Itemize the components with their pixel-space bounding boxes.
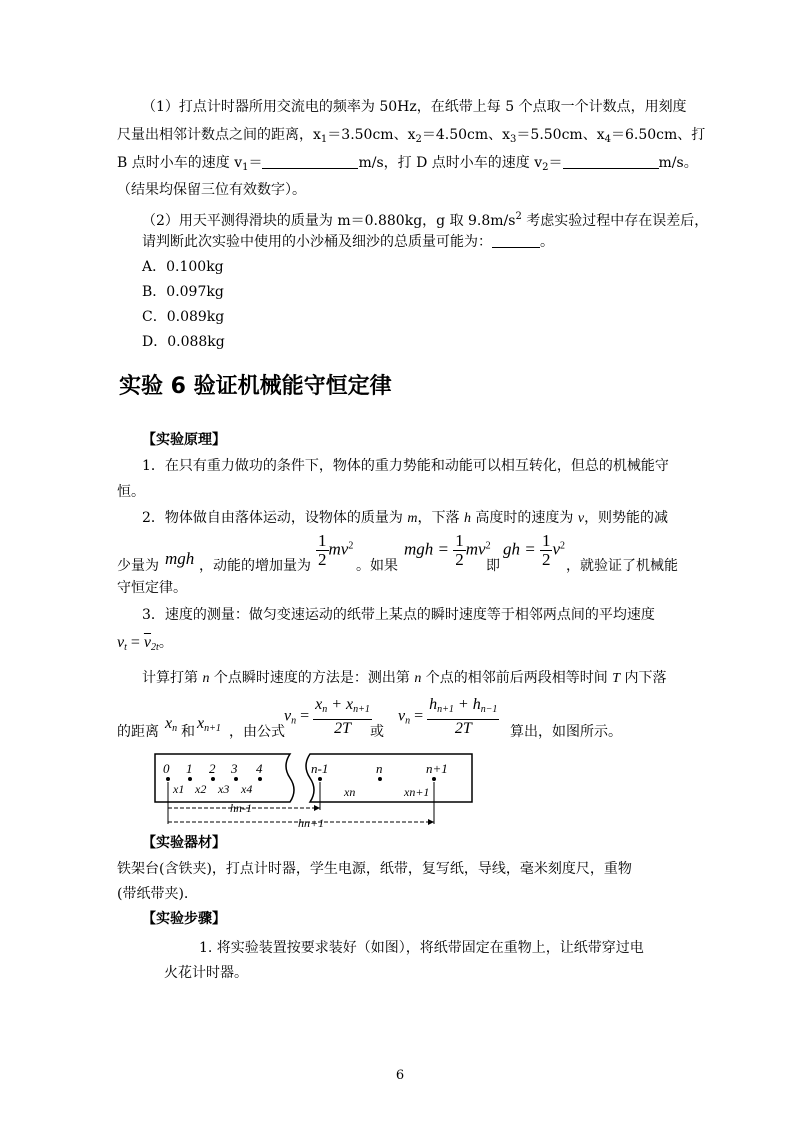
principle-p2-line2-c: 。如果	[356, 558, 398, 574]
formula-gh-eq: gh = $\frac{1}{2}$ $v^2$	[503, 531, 566, 569]
part2-line2: 请判断此次实验中使用的小沙桶及细沙的总质量可能为： 。	[142, 234, 554, 250]
dot-3	[234, 777, 238, 781]
principle-p4-line2-d: 或	[370, 724, 384, 740]
option-b[interactable]: B．0.097kg	[142, 284, 224, 300]
part1-line4: （结果均保留三位有效数字）。	[117, 182, 306, 198]
materials-heading: 【实验器材】	[142, 835, 226, 851]
principle-p2-line2-d: 即	[486, 558, 500, 574]
principle-p1-line2: 恒。	[117, 484, 145, 500]
principle-p3-line1: 3．速度的测量：做匀变速运动的纸带上某点的瞬时速度等于相邻两点间的平均速度	[142, 607, 655, 623]
point-label-2: 2	[209, 761, 216, 776]
formula-vn-h: $v_n$ = $\frac{h_{n+1} + h_{n-1}}{2T}$	[398, 696, 498, 737]
principle-p4-line2-e: 算出，如图所示。	[510, 724, 622, 740]
tape-diagram	[150, 752, 490, 832]
part1-line3: B 点时小车的速度 $v_1= m/s$，打 D 点时小车的速度 $v_2= m/s$。	[117, 155, 698, 173]
option-c[interactable]: C．0.089kg	[142, 309, 225, 325]
principle-p4-line2-c: ，由公式	[229, 724, 285, 740]
point-label-n+1: n+1	[426, 761, 448, 776]
point-label-3: 3	[231, 761, 238, 776]
materials-line2: (带纸带夹).	[117, 886, 189, 902]
segment-label-x2: x2	[195, 782, 207, 796]
point-label-0: 0	[163, 761, 170, 776]
option-d[interactable]: D．0.088kg	[142, 334, 225, 350]
segment-label-x1: x1	[173, 782, 185, 796]
point-label-1: 1	[186, 761, 193, 776]
segment-label-xn: xn	[344, 785, 356, 799]
formula-xn1: $x_{n+1}$	[197, 715, 221, 734]
steps-item1-line1: 1. 将实验装置按要求装好（如图），将纸带固定在重物上，让纸带穿过电	[199, 940, 644, 956]
materials-line1: 铁架台(含铁夹)，打点计时器，学生电源，纸带，复写纸，导线，毫米刻度尺，重物	[117, 861, 632, 877]
part1-line1: （1）打点计时器所用交流电的频率为 50Hz，在纸带上每 5 个点取一个计数点，用刻度	[142, 99, 687, 115]
principle-p2-line1: 2．物体做自由落体运动，设物体的质量为 m，下落 h 高度时的速度为 v，则势能的减	[142, 510, 669, 526]
segment-label-x4: x4	[241, 782, 253, 796]
principle-p2-line2-a: 少量为	[117, 558, 159, 574]
segment-label-x3: x3	[218, 782, 230, 796]
part1-line2: 尺量出相邻计数点之间的距离，$x_1=3.50cm$、$x_2=4.50cm$、$x_3=5.50cm$、$x_4=6.50cm$、打	[117, 127, 706, 145]
formula-vn-x: $v_n$ = $\frac{x_n + x_{n+1}}{2T}$	[284, 696, 370, 737]
page-number: 6	[395, 1068, 405, 1083]
answer-blank-v1[interactable]	[262, 154, 358, 169]
arrowhead-h-short	[314, 805, 320, 811]
principle-p4-line2-a: 的距离	[117, 724, 159, 740]
formula-xn: $x_n$	[165, 715, 178, 734]
principle-p2-line2-b: ，动能的增加量为	[199, 558, 311, 574]
dot-n+1	[432, 777, 436, 781]
principle-heading: 【实验原理】	[142, 432, 226, 448]
principle-p4-line1: 计算打第 n 个点瞬时速度的方法是：测出第 n 个点的相邻前后两段相等时间 T 内下落	[142, 670, 667, 686]
option-a[interactable]: A．0.100kg	[142, 259, 224, 275]
point-label-n: n	[376, 761, 383, 776]
answer-blank-mass[interactable]	[492, 233, 540, 248]
steps-item1-line2: 火花计时器。	[164, 965, 248, 981]
formula-mgh: mgh	[165, 549, 195, 568]
principle-p4-line2-b: 和	[181, 724, 195, 740]
point-label-n-1: n-1	[311, 761, 329, 776]
dot-4	[258, 777, 262, 781]
formula-kinetic: $\frac{1}{2}$ $mv^2$	[318, 531, 354, 569]
dot-1	[188, 777, 192, 781]
principle-p1-line1: 1．在只有重力做功的条件下，物体的重力势能和动能可以相互转化，但总的机械能守	[142, 458, 669, 474]
formula-average-velocity: $v_t = \overline{v}_{2t}$。	[117, 634, 173, 653]
dot-n-1	[318, 777, 322, 781]
point-label-4: 4	[256, 761, 263, 776]
principle-p2-line3: 守恒定律。	[117, 580, 187, 596]
label-h-long: hn+1	[298, 816, 325, 830]
principle-p2-line2-e: ，就验证了机械能	[566, 558, 678, 574]
dot-0	[166, 777, 170, 781]
arrowhead-h-long	[428, 819, 434, 825]
formula-mgh-eq: mgh = $\frac{1}{2}$ $mv^2$	[404, 531, 491, 569]
steps-heading: 【实验步骤】	[142, 911, 226, 927]
segment-label-xn+1: xn+1	[404, 785, 430, 799]
label-h-short: hn-1	[230, 801, 252, 815]
dot-2	[211, 777, 215, 781]
part2-line1: （2）用天平测得滑块的质量为 m＝0.880kg，g 取 $9.8m/s^2$ 考虑实验过程中存在误差后，	[142, 211, 709, 229]
section-title: 实验 6 验证机械能守恒定律	[119, 374, 392, 399]
dot-n	[378, 777, 382, 781]
answer-blank-v2[interactable]	[563, 154, 659, 169]
